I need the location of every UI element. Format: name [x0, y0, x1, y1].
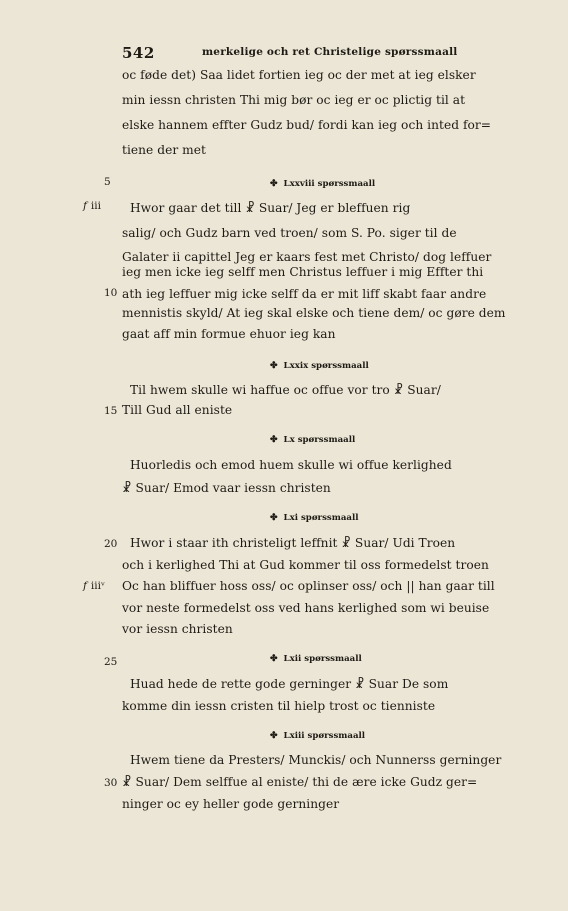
text-line: ath ieg leffuer mig icke selff da er mit liff skabt faar andre — [122, 287, 487, 301]
section-heading — [270, 435, 355, 445]
section-heading — [270, 179, 375, 189]
line-number: 5 — [104, 176, 111, 188]
line-number: 10 — [104, 287, 118, 299]
page-header — [122, 44, 542, 60]
text-line: Galater ii capittel Jeg er kaars fest met Christo/ dog leffuer — [122, 250, 492, 264]
heading-label: Lx spørssmaall — [283, 435, 356, 445]
running-head: merkelige och ret Christelige spørssmaall — [202, 46, 458, 58]
line-number: 20 — [104, 538, 118, 550]
ornament-icon: ✤ — [270, 179, 278, 189]
ornament-icon: ✤ — [270, 654, 278, 664]
section-heading — [270, 361, 369, 371]
text-line: gaat aff min formue ehuor ieg kan — [122, 327, 336, 341]
section-heading — [270, 654, 362, 664]
ornament-icon: ✤ — [270, 731, 278, 741]
text-line: Hwor i staar ith christeligt leffnit ☧ Suar/ Udi Troen — [130, 536, 456, 550]
ornament-icon: ✤ — [270, 361, 278, 371]
section-heading — [270, 513, 359, 523]
text-line: vor neste formedelst oss ved hans kerlighed som wi beuise — [122, 601, 490, 615]
page-number: 542 — [122, 44, 155, 62]
ornament-icon: ✤ — [270, 513, 278, 523]
text-line: Hwem tiene da Presters/ Munckis/ och Nunnerss gerninger — [130, 753, 502, 767]
section-heading — [270, 731, 365, 741]
margin-mark: f — [83, 580, 87, 592]
text-line: Huorledis och emod huem skulle wi offue kerlighed — [130, 458, 452, 472]
margin-note — [83, 580, 105, 592]
heading-label: Lxii spørssmaall — [283, 654, 362, 664]
margin-note — [83, 200, 101, 212]
margin-mark: f — [83, 200, 87, 212]
text-line: ieg men icke ieg selff men Christus leffuer i mig Effter thi — [122, 265, 484, 279]
text-line: Huad hede de rette gode gerninger ☧ Suar De som — [130, 677, 449, 691]
text-line: salig/ och Gudz barn ved troen/ som S. Po. siger til de — [122, 226, 457, 240]
ornament-icon: ✤ — [270, 435, 278, 445]
text-line: och i kerlighed Thi at Gud kommer til oss formedelst troen — [122, 558, 489, 572]
text-line: min iessn christen Thi mig bør oc ieg er oc plictig til at — [122, 93, 466, 107]
heading-label: Lxiii spørssmaall — [283, 731, 366, 741]
margin-text: iiiᵛ — [90, 580, 105, 592]
text-line: ☧ Suar/ Dem selffue al eniste/ thi de ære icke Gudz ger= — [122, 775, 478, 789]
margin-text: iii — [90, 200, 101, 212]
text-line: oc føde det) Saa lidet fortien ieg oc der met at ieg elsker — [122, 68, 476, 82]
heading-label: Lxi spørssmaall — [283, 513, 359, 523]
line-number: 30 — [104, 777, 118, 789]
text-line: ninger oc ey heller gode gerninger — [122, 797, 340, 811]
heading-label: Lxxviii spørssmaall — [283, 179, 376, 189]
text-line: Oc han bliffuer hoss oss/ oc oplinser oss/ och || han gaar till — [122, 579, 495, 593]
line-number: 25 — [104, 656, 118, 668]
text-line: Til hwem skulle wi haffue oc offue vor tro ☧ Suar/ — [130, 383, 441, 397]
line-number: 15 — [104, 405, 118, 417]
text-line: elske hannem effter Gudz bud/ fordi kan ieg och inted for= — [122, 118, 492, 132]
text-line: vor iessn christen — [122, 622, 233, 636]
text-line: tiene der met — [122, 143, 206, 157]
heading-label: Lxxix spørssmaall — [283, 361, 369, 371]
text-line: Hwor gaar det till ☧ Suar/ Jeg er bleffuen rig — [130, 201, 411, 215]
text-line: Till Gud all eniste — [122, 403, 233, 417]
text-line: mennistis skyld/ At ieg skal elske och tiene dem/ oc gøre dem — [122, 306, 506, 320]
text-line: ☧ Suar/ Emod vaar iessn christen — [122, 481, 331, 495]
text-line: komme din iessn cristen til hielp trost oc tienniste — [122, 699, 436, 713]
